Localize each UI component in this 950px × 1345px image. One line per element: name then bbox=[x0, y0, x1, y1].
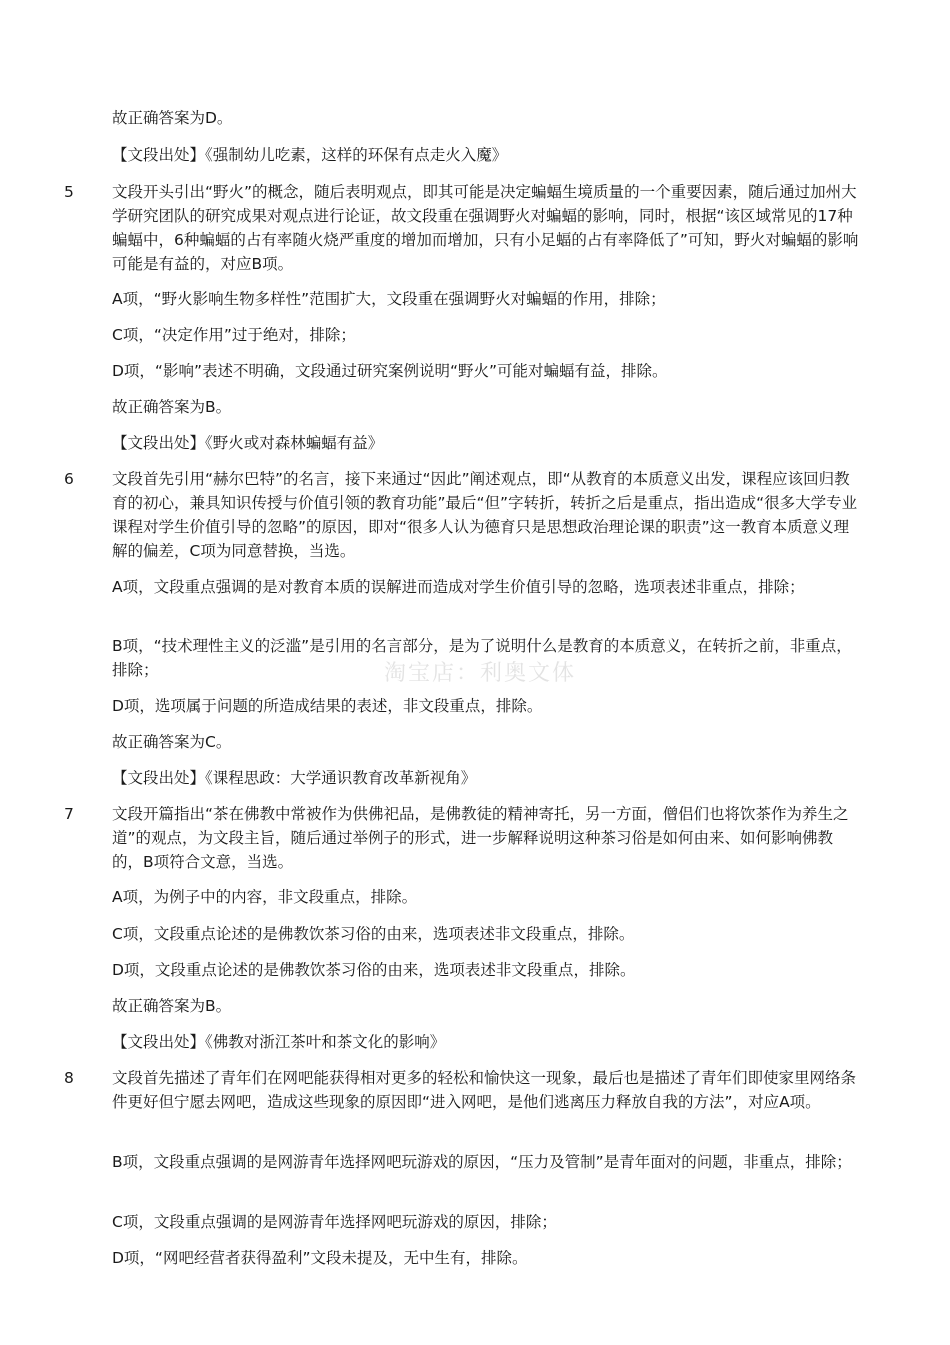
option-b-explanation: B项，“技术理性主义的泛滥”是引用的名言部分，是为了说明什么是教育的本质意义，在转折之前，非重点，排除； bbox=[112, 637, 852, 679]
option-a-explanation: A项，“野火影响生物多样性”范围扩大，文段重在强调野火对蝙蝠的作用，排除； bbox=[112, 290, 666, 308]
option-c-explanation: C项，文段重点强调的是网游青年选择网吧玩游戏的原因，排除； bbox=[112, 1213, 557, 1231]
question-number: 7 bbox=[64, 805, 74, 823]
option-a-explanation: A项，文段重点强调的是对教育本质的误解进而造成对学生价值引导的忽略，选项表述非重点，排除； bbox=[112, 578, 805, 596]
answer-line: 故正确答案为B。 bbox=[112, 997, 232, 1015]
answer-line: 故正确答案为B。 bbox=[112, 398, 232, 416]
option-a-explanation: A项，为例子中的内容，非文段重点，排除。 bbox=[112, 888, 418, 906]
answer-line: 故正确答案为C。 bbox=[112, 733, 232, 751]
option-b-explanation: B项，文段重点强调的是网游青年选择网吧玩游戏的原因，“压力及管制”是青年面对的问题，非重点，排除； bbox=[112, 1153, 852, 1171]
option-d-explanation: D项，文段重点论述的是佛教饮茶习俗的由来，选项表述非文段重点，排除。 bbox=[112, 961, 636, 979]
source-line: 【文段出处】《佛教对浙江茶叶和茶文化的影响》 bbox=[112, 1033, 446, 1051]
analysis-paragraph: 文段开篇指出“茶在佛教中常被作为供佛祀品，是佛教徒的精神寄托，另一方面，僧侣们也将饮茶作为养生之道”的观点，为文段主旨，随后通过举例子的形式，进一步解释说明这种茶习俗是如何由来、如何影响佛教的，B项符合文意，当选。 bbox=[112, 805, 849, 871]
question-number: 5 bbox=[64, 183, 74, 201]
option-c-explanation: C项，“决定作用”过于绝对，排除； bbox=[112, 326, 356, 344]
option-d-explanation: D项，选项属于问题的所造成结果的表述，非文段重点，排除。 bbox=[112, 697, 543, 715]
watermark: 淘宝店：利奥文体 bbox=[384, 661, 577, 686]
option-c-explanation: C项，文段重点论述的是佛教饮茶习俗的由来，选项表述非文段重点，排除。 bbox=[112, 925, 635, 943]
source-line: 【文段出处】《课程思政：大学通识教育改革新视角》 bbox=[112, 769, 477, 787]
option-d-explanation: D项，“影响”表述不明确，文段通过研究案例说明“野火”可能对蝙蝠有益，排除。 bbox=[112, 362, 668, 380]
question-number: 8 bbox=[64, 1069, 74, 1087]
question-number: 6 bbox=[64, 470, 74, 488]
analysis-paragraph: 文段首先引用“赫尔巴特”的名言，接下来通过“因此”阐述观点，即“从教育的本质意义出发，课程应该回归教育的初心，兼具知识传授与价值引领的教育功能”最后“但”字转折，转折之后是重点，指出造成“很多大学专业课程对学生价值引导的忽略”的原因，即对“很多人认为德育只是思想政治理论课的职责”这一教育本质意义理解的偏差，C项为同意替换，当选。 bbox=[112, 470, 858, 560]
answer-line: 故正确答案为D。 bbox=[112, 109, 233, 127]
analysis-paragraph: 文段开头引出“野火”的概念，随后表明观点，即其可能是决定蝙蝠生境质量的一个重要因素，随后通过加州大学研究团队的研究成果对观点进行论证，故文段重在强调野火对蝙蝠的影响，同时，根据“该区域常见的17种蝙蝠中，6种蝙蝠的占有率随火烧严重度的增加而增加，只有小足蝠的占有率降低了”可知，野火对蝙蝠的影响可能是有益的，对应B项。 bbox=[112, 183, 859, 273]
source-line: 【文段出处】《强制幼儿吃素，这样的环保有点走火入魔》 bbox=[112, 146, 508, 164]
source-line: 【文段出处】《野火或对森林蝙蝠有益》 bbox=[112, 434, 384, 452]
analysis-paragraph: 文段首先描述了青年们在网吧能获得相对更多的轻松和愉快这一现象，最后也是描述了青年们即使家里网络条件更好但宁愿去网吧，造成这些现象的原因即“进入网吧，是他们逃离压力释放自我的方法”，对应A项。 bbox=[112, 1069, 857, 1111]
option-d-explanation: D项，“网吧经营者获得盈利”文段未提及，无中生有，排除。 bbox=[112, 1249, 528, 1267]
